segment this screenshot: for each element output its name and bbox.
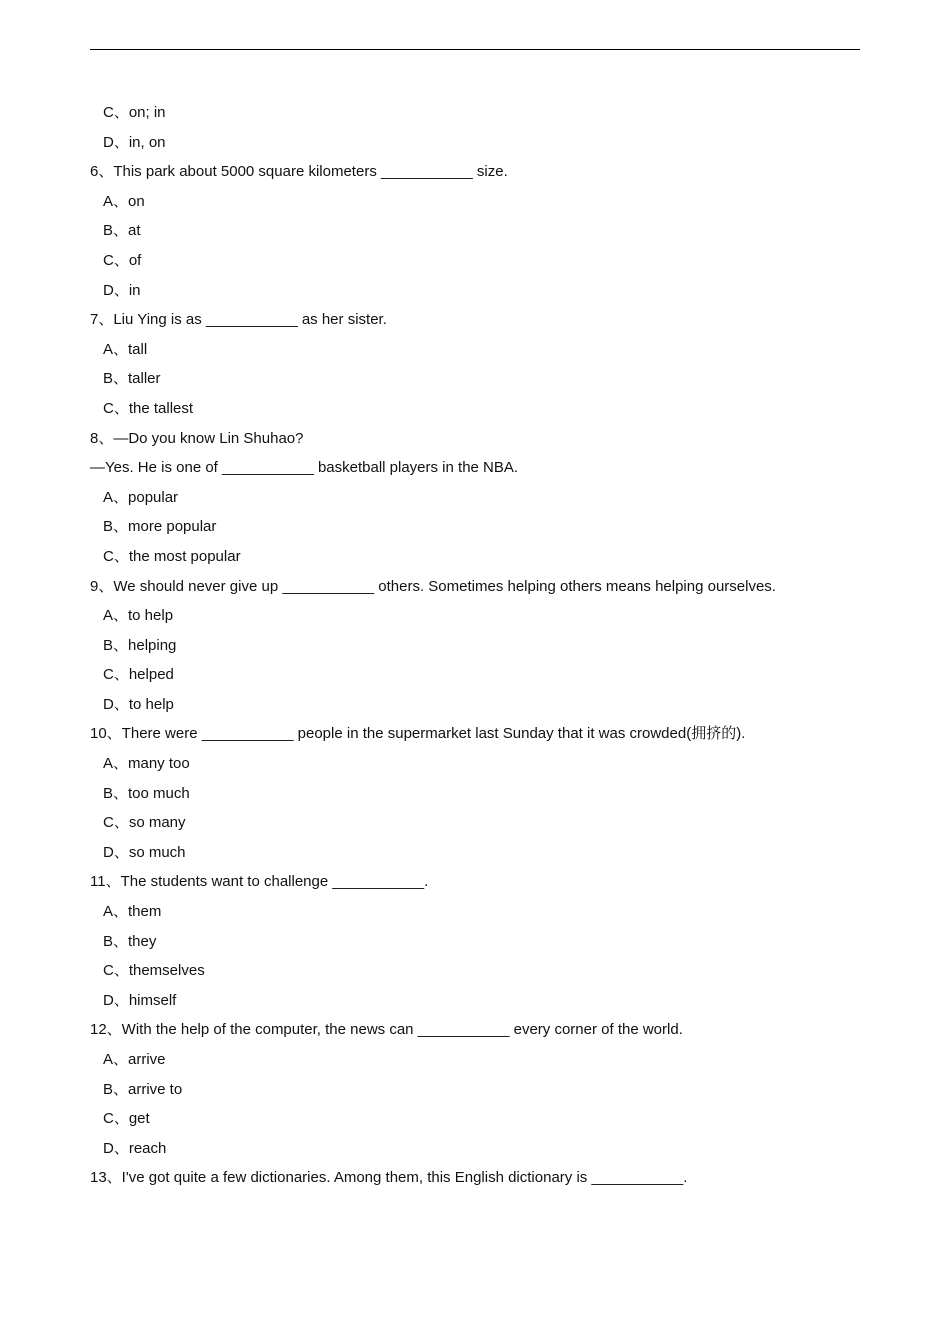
answer-option: A、arrive: [103, 1051, 166, 1068]
answer-option: C、helped: [103, 666, 174, 684]
question-text: 12、With the help of the computer, the news can ___________ every corner of the world.: [90, 1021, 683, 1039]
question-text: 10、There were ___________ people in the supermarket last Sunday that it was crowded(拥挤的).: [90, 725, 746, 743]
answer-option: D、in, on: [103, 133, 166, 151]
answer-option: A、tall: [103, 340, 148, 358]
answer-option: B、more popular: [103, 518, 217, 536]
answer-option: C、the most popular: [103, 547, 241, 565]
question-text: 6、This park about 5000 square kilometers ___________ size.: [90, 163, 508, 181]
answer-option: B、at: [103, 222, 141, 240]
question-text: 9、We should never give up ___________ others. Sometimes helping others means helping ourselves.: [90, 577, 776, 595]
answer-option: B、helping: [103, 636, 177, 654]
question-text: —Yes. He is one of ___________ basketball players in the NBA.: [90, 459, 519, 477]
answer-option: C、the tallest: [103, 399, 194, 417]
answer-option: B、too much: [103, 784, 190, 802]
answer-option: D、himself: [103, 991, 177, 1009]
document-body: [90, 98, 860, 1193]
answer-option: C、get: [103, 1110, 150, 1128]
answer-option: C、of: [103, 251, 142, 269]
answer-option: C、so many: [103, 814, 186, 832]
answer-option: A、many too: [103, 755, 190, 773]
question-text: 7、Liu Ying is as ___________ as her sister.: [90, 311, 387, 329]
answer-option: B、they: [103, 932, 157, 950]
answer-option: A、on: [103, 192, 145, 210]
answer-option: D、to help: [103, 695, 174, 713]
header-rule: [90, 49, 860, 50]
answer-option: D、so much: [103, 843, 186, 861]
answer-option: B、arrive to: [103, 1080, 183, 1098]
question-text: 13、I've got quite a few dictionaries. Among them, this English dictionary is ___________.: [90, 1169, 688, 1187]
answer-option: D、in: [103, 281, 141, 299]
answer-option: B、taller: [103, 370, 161, 388]
answer-option: D、reach: [103, 1139, 167, 1157]
answer-option: A、popular: [103, 488, 179, 506]
answer-option: C、themselves: [103, 962, 205, 980]
answer-option: A、them: [103, 903, 162, 921]
answer-option: C、on; in: [103, 104, 166, 121]
answer-option: A、to help: [103, 607, 174, 625]
question-text: 11、The students want to challenge ___________.: [90, 873, 429, 891]
question-text: 8、—Do you know Lin Shuhao?: [90, 429, 304, 447]
